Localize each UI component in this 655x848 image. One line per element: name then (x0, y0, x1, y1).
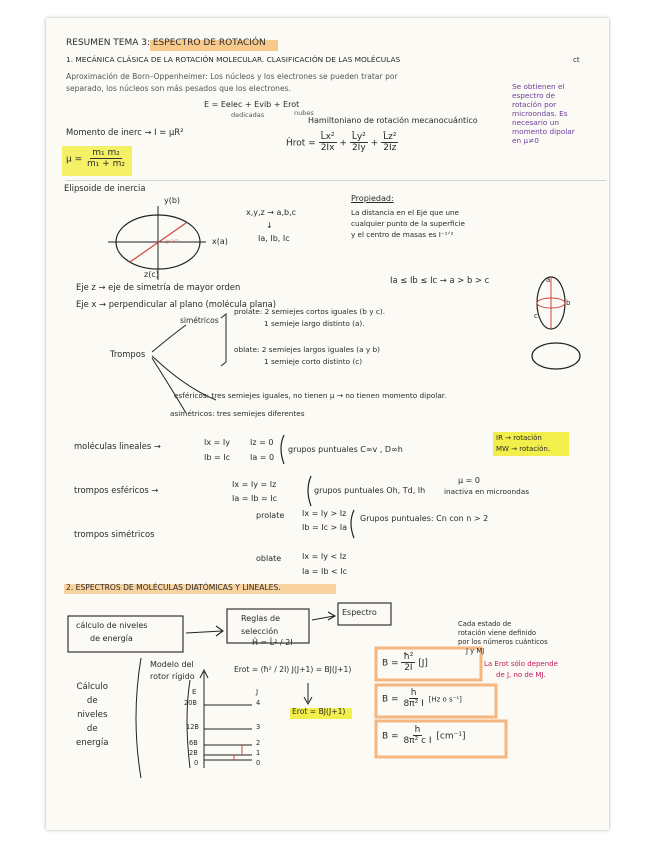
xyz-to-abc: x,y,z → a,b,c (246, 208, 297, 217)
oblate-description: oblate: 2 semiejes largos iguales (a y b) (234, 345, 380, 354)
note-line-3: por los números cuánticos (458, 638, 548, 646)
page-title: RESUMEN TEMA 3: ESPECTRO DE ROTACIÓN (66, 38, 266, 48)
notes-page (46, 18, 609, 830)
calc-line: energía (76, 738, 109, 748)
prolate-subdescription: 1 semieje largo distinto (a). (264, 319, 365, 328)
b-wavenumber-num: h (414, 725, 421, 735)
property-line-3: y el centro de masas es I⁻¹ᐟ² (351, 230, 454, 239)
spherical-eq-2: Ia = Ib = Ic (232, 494, 278, 503)
side-note-line: Se obtienen el (512, 82, 565, 91)
ellipsoid-z-label: z(c) (144, 270, 159, 279)
prolate-description: prolate: 2 semiejes cortos iguales (b y c). (234, 307, 386, 316)
ellipsoid-y-label: y(b) (164, 196, 181, 205)
note-line-1: Cada estado de (458, 620, 512, 628)
b-hertz-num: h (410, 688, 417, 698)
term-z-den: 2Iz (383, 143, 397, 154)
mu-numerator: m₁ m₂ (92, 148, 120, 158)
flow-box-3: Espectro (342, 608, 377, 617)
section1-title: 1. MECÁNICA CLÁSICA DE LA ROTACIÓN MOLECULAR. CLASIFICACIÓN DE LAS MOLÉCULAS (66, 55, 401, 64)
spherical-tops-label: trompos esféricos → (74, 485, 159, 495)
mw-note: MW → rotación. (496, 445, 551, 453)
term-x-den: 2Ix (320, 143, 335, 154)
b-equation-joules (382, 652, 428, 674)
oblate-subdescription: 1 semieje corto distinto (c) (264, 357, 363, 366)
side-note (512, 82, 575, 145)
ellipsoid-radius-label: I⁻¹ᐟ² (166, 239, 179, 246)
calc-line: Cálculo (76, 682, 108, 692)
ellipsoid-x-label: x(a) (212, 237, 228, 246)
b-hertz-den: 8π² I (403, 699, 424, 710)
side-note-line: rotación por (512, 100, 557, 109)
side-note-line: momento dipolar (512, 127, 575, 136)
ellipsoid-title: Elipsoide de inercia (64, 183, 146, 193)
ellipse-label-a: a (546, 276, 551, 284)
mu-denominator: m₁ + m₂ (87, 159, 126, 170)
oblate-eq-1: Ix = Iy < Iz (302, 552, 347, 561)
level-j-0: 0 (256, 759, 261, 767)
reduced-mass (66, 148, 127, 170)
hamiltonian-lhs: Ĥrot = (286, 138, 316, 149)
b-hertz-unit: [Hz o s⁻¹] (428, 695, 462, 704)
term-z-num: L̂z² (383, 132, 397, 142)
trompos-simetricos: simétricos (180, 316, 219, 325)
b-lhs: B = (382, 658, 399, 669)
prolate-point-groups: Grupos puntuales: Cn con n > 2 (360, 514, 489, 523)
side-note-line: necesario un (512, 118, 559, 127)
term-y-den: 2Iy (351, 143, 366, 154)
linear-point-groups: grupos puntuales C∞v , D∞h (288, 445, 403, 454)
symmetric-tops-label: trompos simétricos (74, 529, 155, 539)
calculo-label (76, 680, 109, 750)
b-equation-wavenumber (382, 725, 466, 747)
energy-equation: E = Eelec + Evib + Erot (204, 100, 300, 109)
mu-lhs: µ = (66, 154, 83, 165)
b-lhs: B = (382, 731, 399, 742)
plus-sign: + (370, 138, 379, 149)
linear-eq-4: Ia = 0 (250, 453, 275, 462)
level-j-3: 3 (256, 723, 261, 731)
b-wavenumber-fraction (401, 725, 433, 747)
flow-box-1-line-1: cálculo de niveles (76, 621, 148, 630)
property-line-1: La distancia en el Eje que une (351, 208, 459, 217)
calc-line: de (86, 724, 98, 734)
x-axis-rule: Eje x → perpendicular al plano (molécula plana) (76, 299, 277, 309)
plus-sign: + (339, 138, 347, 149)
oblate-label: oblate (256, 554, 282, 563)
oblate-ellipsoid (532, 343, 580, 369)
prolate-eq-2: Ib = Ic > Ia (302, 523, 348, 532)
trompos-label: Trompos (110, 349, 146, 359)
ellipsoid-diagram (108, 206, 206, 280)
hamiltonian-term-x (319, 132, 337, 154)
section-divider (66, 180, 606, 181)
trompos-asimetricos: asimétricos: tres semiejes diferentes (170, 409, 305, 418)
energy-axis-label: E (192, 688, 197, 696)
hamiltonian-title: Hamiltoniano de rotación mecanocuántico (308, 116, 478, 125)
level-energy-2b: 2B (189, 749, 198, 757)
erot-equation: Erot = (ħ² / 2I) J(J+1) = BJ(J+1) (234, 665, 352, 674)
level-j-4: 4 (256, 699, 261, 707)
trompos-esfericos: esféricos: tres semiejes iguales, no tienen µ → no tienen momento dipolar. (174, 391, 447, 400)
property-title: Propiedad: (351, 194, 394, 203)
ir-note: IR → rotación (496, 434, 542, 442)
calc-line: de (86, 696, 98, 706)
energy-subnote-1: dedicadas (231, 111, 265, 119)
property-line-2: cualquier punto de la superficie (351, 219, 465, 228)
spherical-mu: µ = 0 (458, 476, 480, 485)
erot-result: Erot = BJ(J+1) (292, 707, 346, 716)
level-energy-6b: 6B (189, 739, 198, 747)
side-note-line: en µ≠0 (512, 136, 539, 145)
flow-box-2-line-1: Reglas de (241, 614, 281, 623)
term-y-num: L̂y² (351, 132, 366, 142)
b-equation-hertz (382, 688, 462, 710)
hamiltonian-term-z (381, 132, 398, 154)
j-axis-label: J (256, 688, 259, 696)
b-lhs: B = (382, 694, 399, 705)
term-x-num: L̂x² (320, 132, 335, 142)
note-line-2: rotación viene definido (458, 629, 537, 637)
level-energy-12b: 12B (186, 723, 199, 731)
spherical-point-groups: grupos puntuales Oh, Td, Ih (314, 486, 426, 495)
erot-note-2: de J, no de MJ. (496, 671, 546, 679)
note-line-4: J y MJ (466, 647, 485, 655)
hamiltonian-rigid-rotor: Ĥ = L̂² / 2I (252, 638, 293, 647)
ellipse-label-b: b (566, 299, 571, 307)
intro-line-1: Aproximación de Born–Oppenheimer: Los núcleos y los electrones se pueden tratar por (66, 72, 398, 81)
b-joules-fraction (401, 652, 415, 674)
energy-subnote-2: nubes (294, 109, 314, 117)
xyz-arrow: ↓ (266, 221, 273, 230)
side-note-line: espectro de (512, 91, 556, 100)
moment-inequality: Ia ≤ Ib ≤ Ic → a > b > c (390, 275, 490, 285)
linear-eq-2: Ib = Ic (204, 453, 230, 462)
mu-fraction (85, 148, 127, 170)
b-joules-den: 2I (404, 663, 413, 674)
calc-line: niveles (77, 710, 108, 720)
level-j-1: 1 (256, 749, 261, 757)
spherical-note: inactiva en microondas (444, 487, 530, 496)
prolate-eq-1: Ix = Iy > Iz (302, 509, 347, 518)
inertia-moment: Momento de inerc → I = µR² (66, 127, 184, 137)
linear-molecules-label: moléculas lineales → (74, 441, 161, 451)
b-wavenumber-unit: [cm⁻¹] (436, 731, 466, 742)
spherical-eq-1: Ix = Iy = Iz (232, 480, 277, 489)
hamiltonian-equation (286, 132, 398, 154)
ellipse-label-c: c (534, 312, 538, 320)
level-j-2: 2 (256, 739, 261, 747)
b-joules-num: ħ² (403, 652, 414, 662)
oblate-eq-2: Ia = Ib < Ic (302, 567, 348, 576)
erot-note-1: La Erot sólo depende (484, 660, 558, 668)
intro-line-2: separado, los núcleos son más pesados que los electrones. (66, 84, 291, 93)
model-label-1: Modelo del (150, 660, 194, 669)
hamiltonian-term-y (350, 132, 368, 154)
flow-box-2-line-2: selección (241, 627, 279, 636)
prolate-ellipsoid (537, 277, 565, 329)
level-energy-20b: 20B (184, 699, 197, 707)
b-hertz-fraction (401, 688, 425, 710)
prolate-label: prolate (256, 511, 285, 520)
b-wavenumber-den: 8π² c I (403, 736, 432, 747)
z-axis-rule: Eje z → eje de simetría de mayor orden (76, 282, 241, 292)
linear-eq-3: Iz = 0 (250, 438, 274, 447)
section2-title: 2. ESPECTROS DE MOLÉCULAS DIATÓMICAS Y LINEALES. (66, 583, 281, 592)
model-label-2: rotor rígido (150, 672, 195, 681)
b-joules-unit: [J] (418, 658, 428, 669)
level-energy-0: 0 (194, 759, 199, 767)
principal-moments: Ia, Ib, Ic (258, 234, 290, 243)
flow-box-1-line-2: de energía (90, 634, 133, 643)
side-note-line: microondas. Es (512, 109, 568, 118)
linear-eq-1: Ix = Iy (204, 438, 230, 447)
corner-mark: ct (573, 56, 580, 64)
